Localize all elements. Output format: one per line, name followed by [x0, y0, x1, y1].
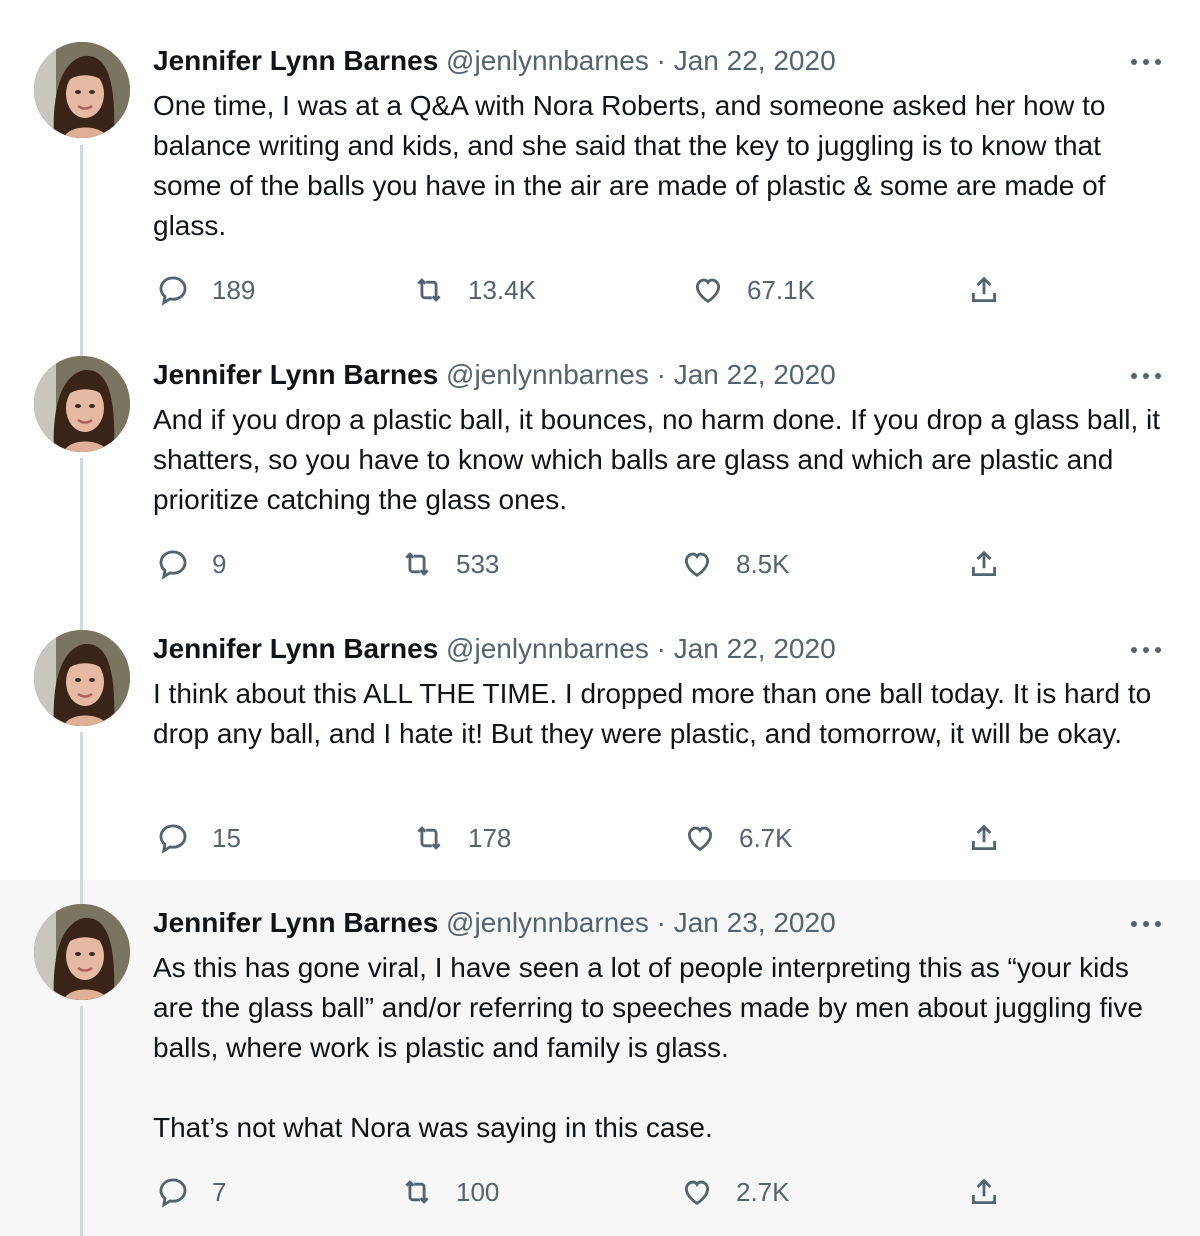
author-name[interactable]: Jennifer Lynn Barnes [153, 633, 439, 664]
more-dots-icon[interactable] [1128, 366, 1164, 386]
share-button[interactable] [967, 547, 1001, 581]
retweet-count: 178 [468, 822, 512, 853]
separator-dot: · [656, 633, 666, 664]
tweet-text: One time, I was at a Q&A with Nora Roberts, and someone asked her how to balance writing and kids, and she said that the key to juggling is to know that some of the balls you have in the air are made of plastic & some are made of glass. [153, 90, 1106, 241]
tweet-date[interactable]: Jan 22, 2020 [673, 633, 836, 664]
tweet-1[interactable] [0, 0, 1200, 325]
like-count: 2.7K [736, 1176, 790, 1207]
share-upload-icon [967, 1175, 1001, 1209]
share-button[interactable] [967, 1175, 1001, 1209]
thread-line [80, 732, 83, 880]
speech-bubble-icon [156, 273, 190, 307]
tweet-2[interactable] [0, 325, 1200, 599]
heart-icon [680, 547, 714, 581]
separator-dot: · [656, 359, 666, 390]
like-count: 67.1K [747, 274, 815, 305]
separator-dot: · [656, 907, 666, 938]
tweet-header [153, 43, 836, 79]
like-button[interactable] [680, 1175, 790, 1209]
reply-count: 7 [212, 1176, 227, 1207]
like-button[interactable] [691, 273, 815, 307]
speech-bubble-icon [156, 821, 190, 855]
retweet-arrows-icon [400, 547, 434, 581]
retweet-count: 100 [456, 1176, 500, 1207]
tweet-header [153, 905, 836, 941]
separator-dot: · [656, 45, 666, 76]
reply-count: 15 [212, 822, 241, 853]
share-button[interactable] [967, 821, 1001, 855]
retweet-count: 533 [456, 548, 500, 579]
thread-line [80, 880, 83, 905]
tweet-header [153, 357, 836, 393]
avatar[interactable] [34, 356, 130, 452]
more-dots-icon[interactable] [1128, 914, 1164, 934]
speech-bubble-icon [156, 547, 190, 581]
retweet-arrows-icon [412, 273, 446, 307]
author-handle[interactable]: @jenlynnbarnes [446, 907, 649, 938]
reply-button[interactable] [156, 273, 255, 307]
tweet-date[interactable]: Jan 23, 2020 [673, 907, 836, 938]
reply-count: 9 [212, 548, 227, 579]
reply-button[interactable] [156, 1175, 226, 1209]
share-upload-icon [967, 273, 1001, 307]
like-count: 8.5K [736, 548, 790, 579]
avatar[interactable] [34, 630, 130, 726]
thread-line [80, 458, 83, 599]
tweet-4[interactable] [0, 880, 1200, 1236]
tweet-date[interactable]: Jan 22, 2020 [673, 359, 836, 390]
author-handle[interactable]: @jenlynnbarnes [446, 45, 649, 76]
reply-button[interactable] [156, 821, 241, 855]
tweet-header [153, 631, 836, 667]
tweet-3[interactable] [0, 599, 1200, 880]
share-upload-icon [967, 821, 1001, 855]
retweet-button[interactable] [412, 273, 536, 307]
author-name[interactable]: Jennifer Lynn Barnes [153, 907, 439, 938]
author-name[interactable]: Jennifer Lynn Barnes [153, 45, 439, 76]
share-button[interactable] [967, 273, 1001, 307]
tweet-text: I think about this ALL THE TIME. I dropped more than one ball today. It is hard to drop any ball, and I hate it! But they were plastic, and tomorrow, it will be okay. [153, 678, 1152, 749]
author-name[interactable]: Jennifer Lynn Barnes [153, 359, 439, 390]
retweet-button[interactable] [412, 821, 511, 855]
heart-icon [691, 273, 725, 307]
like-button[interactable] [680, 547, 790, 581]
thread-line [80, 145, 83, 325]
more-dots-icon[interactable] [1128, 640, 1164, 660]
tweet-text: And if you drop a plastic ball, it bounces, no harm done. If you drop a glass ball, it shatters, so you have to know which balls are glass and which are plastic and prioritize catching the glass ones. [153, 404, 1161, 515]
retweet-count: 13.4K [468, 274, 536, 305]
like-count: 6.7K [739, 822, 793, 853]
tweet-text: As this has gone viral, I have seen a lot of people interpreting this as “your kids are the glass ball” and/or referring to speeches made by men about juggling five balls, where work is plastic and family is glass. That’s not what Nora was saying in this case. [153, 952, 1143, 1143]
thread-line [80, 325, 83, 357]
reply-count: 189 [212, 274, 256, 305]
retweet-arrows-icon [400, 1175, 434, 1209]
author-handle[interactable]: @jenlynnbarnes [446, 633, 649, 664]
author-handle[interactable]: @jenlynnbarnes [446, 359, 649, 390]
retweet-button[interactable] [400, 547, 499, 581]
more-dots-icon[interactable] [1128, 52, 1164, 72]
retweet-arrows-icon [412, 821, 446, 855]
heart-icon [683, 821, 717, 855]
reply-button[interactable] [156, 547, 226, 581]
thread-line [80, 1006, 83, 1236]
heart-icon [680, 1175, 714, 1209]
tweet-date[interactable]: Jan 22, 2020 [673, 45, 836, 76]
avatar[interactable] [34, 904, 130, 1000]
like-button[interactable] [683, 821, 793, 855]
thread-line [80, 599, 83, 631]
retweet-button[interactable] [400, 1175, 499, 1209]
share-upload-icon [967, 547, 1001, 581]
avatar[interactable] [34, 42, 130, 138]
speech-bubble-icon [156, 1175, 190, 1209]
